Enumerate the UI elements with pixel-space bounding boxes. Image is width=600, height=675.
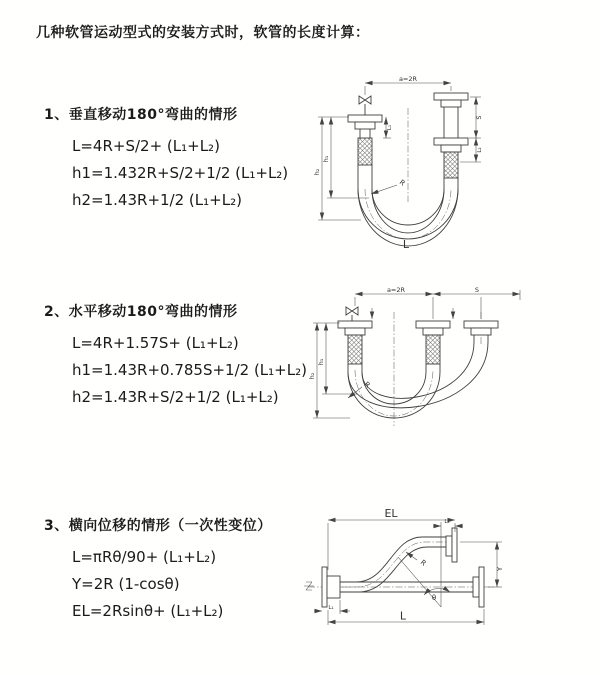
formula-L: L=4R+1.57S+ (L₁+L₂) <box>72 334 239 352</box>
radius-label: R <box>397 178 407 188</box>
middle-pipe-fitting <box>416 321 450 364</box>
section-3-formulas <box>44 544 272 625</box>
formula-h1: h1=1.432R+S/2+1/2 (L₁+L₂) <box>72 164 289 182</box>
lateral-displacement-drawing <box>300 500 600 645</box>
formula-Y: Y=2R (1-cosθ) <box>72 575 180 593</box>
dim-label-h2: h₂ <box>308 372 316 380</box>
section-1-formulas <box>44 133 288 214</box>
right-flange-original <box>473 567 484 607</box>
angle-label-theta: θ <box>431 594 437 602</box>
section-3-heading: 3、横向位移的情形（一次性变位） <box>44 518 272 534</box>
left-flange <box>322 567 340 607</box>
hose-displaced-position <box>340 537 446 592</box>
dim-label-l2: L₂ <box>444 519 450 525</box>
length-label: L <box>402 238 410 251</box>
formula-h1: h1=1.43R+0.785S+1/2 (L₁+L₂) <box>72 361 307 379</box>
valve-icon <box>359 96 371 115</box>
braided-section <box>444 152 458 178</box>
radius-label: R <box>418 558 428 568</box>
section-horizontal-movement <box>44 301 307 411</box>
dim-label-s: S <box>474 286 480 294</box>
dimension-lines <box>313 290 520 418</box>
dim-label-l1: L₁ <box>328 605 334 611</box>
dim-label-el: EL <box>384 507 398 520</box>
section-vertical-movement <box>44 104 288 214</box>
dim-label-y: Y <box>496 566 504 572</box>
radius-label: R <box>362 380 372 390</box>
figure-vertical-180-bend <box>313 74 493 272</box>
braided-section <box>358 138 372 165</box>
section-lateral-displacement <box>44 515 272 625</box>
braided-section <box>426 335 440 364</box>
dim-label-h1: h₁ <box>322 155 330 163</box>
dim-label-a2r: a=2R <box>386 286 406 294</box>
right-flange-displaced <box>446 528 457 562</box>
dim-label-a2r: a=2R <box>398 75 418 83</box>
left-pipe-fitting <box>338 321 372 364</box>
page-title: 几种软管运动型式的安装方式时，软管的长度计算： <box>36 25 370 41</box>
vertical-180-bend-drawing <box>313 74 493 272</box>
valve-icon <box>346 307 358 321</box>
figure-lateral-displacement <box>300 500 600 645</box>
section-1-heading: 1、垂直移动180°弯曲的情形 <box>44 107 238 123</box>
dim-label-s: S <box>475 115 483 120</box>
dim-label-h1: h₁ <box>317 358 325 366</box>
dim-label-h2: h₂ <box>313 168 321 176</box>
left-pipe-fitting <box>348 115 382 165</box>
centerline-mark <box>304 582 314 590</box>
formula-h2: h2=1.43R+S/2+1/2 (L₁+L₂) <box>72 388 279 406</box>
formula-L: L=πRθ/90+ (L₁+L₂) <box>72 548 217 566</box>
braided-section <box>348 335 362 364</box>
section-2-heading: 2、水平移动180°弯曲的情形 <box>44 304 238 320</box>
displaced-hose-centerline <box>340 542 446 587</box>
length-label: L <box>399 609 407 623</box>
section-2-formulas <box>44 330 307 411</box>
figure-horizontal-180-bend <box>300 284 540 452</box>
dim-label-l1: L₁ <box>387 124 393 131</box>
right-pipe-fitting <box>434 93 468 178</box>
formula-L: L=4R+S/2+ (L₁+L₂) <box>72 137 220 155</box>
formula-h2: h2=1.43R+1/2 (L₁+L₂) <box>72 191 242 209</box>
dim-label-l2: L₂ <box>477 147 483 153</box>
displaced-pipe-fitting <box>464 321 498 335</box>
dimension-lines <box>314 520 502 625</box>
formula-EL: EL=2Rsinθ+ (L₁+L₂) <box>72 602 224 620</box>
horizontal-180-bend-drawing <box>300 284 540 452</box>
